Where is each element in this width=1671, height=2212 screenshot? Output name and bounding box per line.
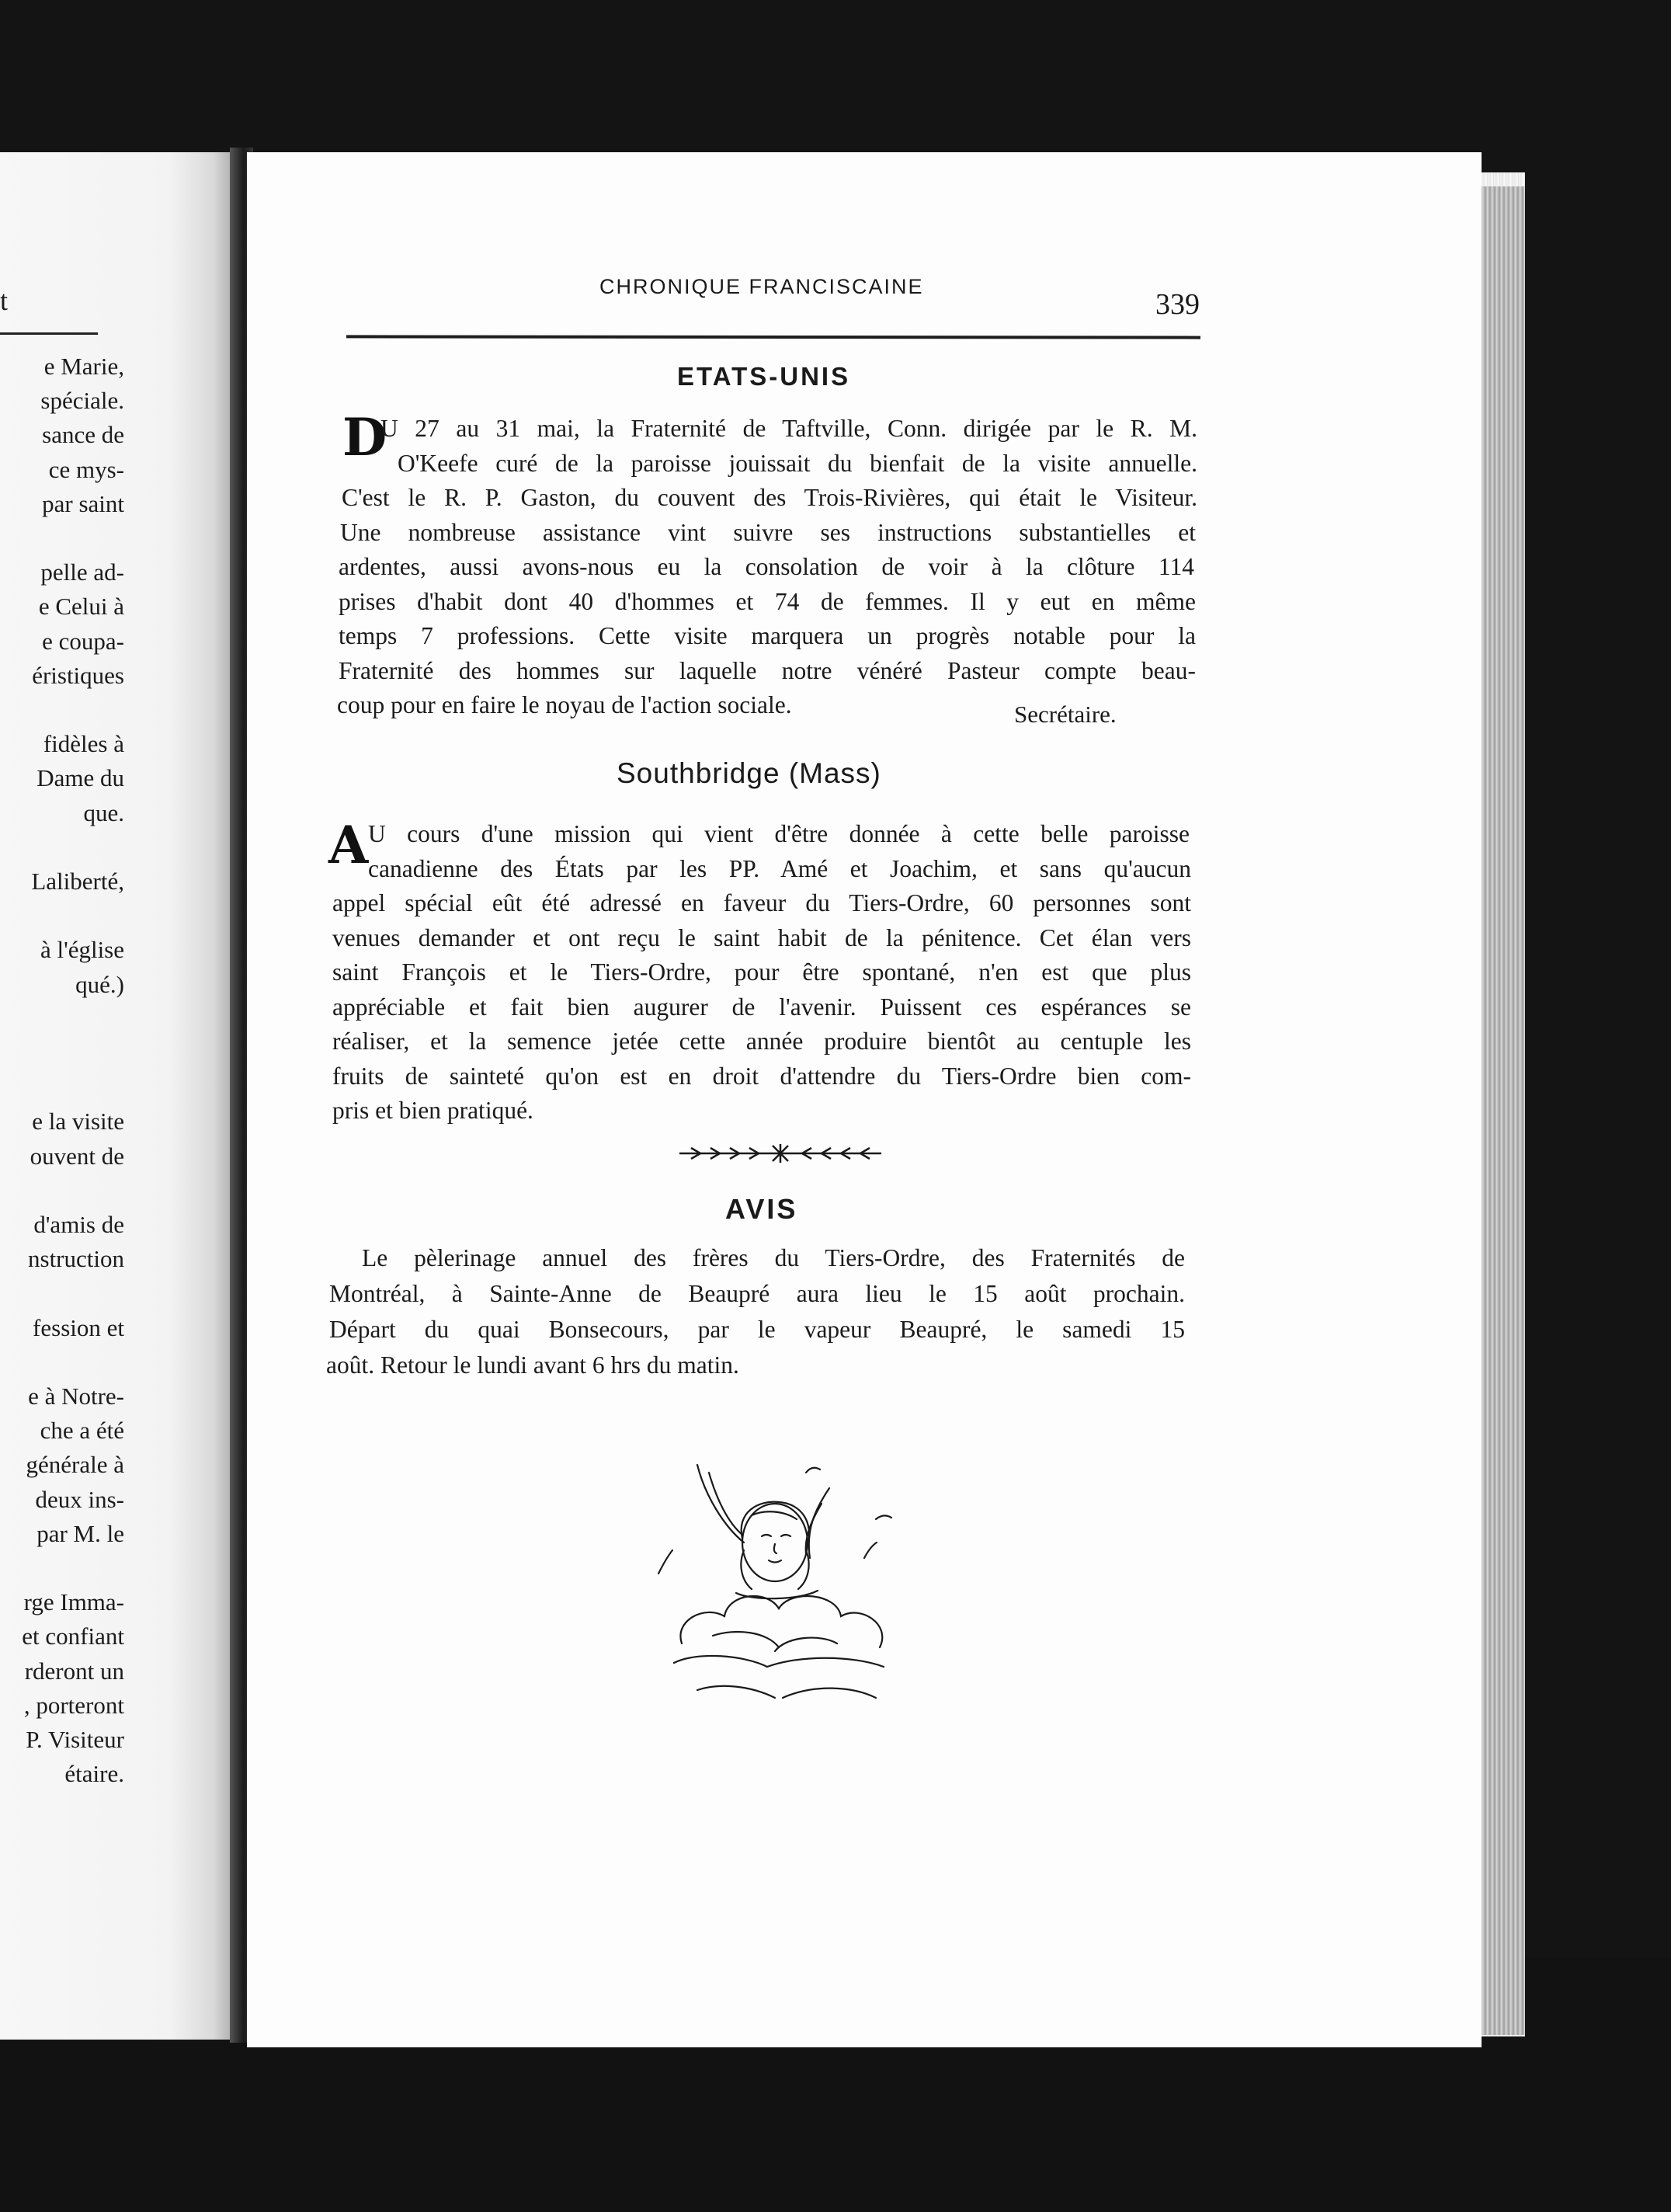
left-page-text-line: rge Imma- — [23, 1588, 124, 1616]
left-page-text-line: deux ins- — [35, 1485, 124, 1513]
left-page-text-line: nstruction — [28, 1245, 124, 1273]
text-line: Fraternité des hommes sur laquelle notre vénéré Pasteur compte beau- — [339, 656, 1196, 684]
text-line: appel spécial eût été adressé en faveur du Tiers-Ordre, 60 personnes sont — [332, 889, 1191, 916]
left-page-text-line: et confiant — [22, 1622, 124, 1650]
left-page-text-line: étaire. — [64, 1760, 124, 1788]
section-title-avis: AVIS — [725, 1193, 798, 1225]
text-line: ardentes, aussi avons-nous eu la consolation de voir à la clôture 114 — [339, 553, 1194, 580]
text-line: saint François et le Tiers-Ordre, pour être spontané, n'en est que plus — [332, 958, 1191, 986]
text-line: Le pèlerinage annuel des frères du Tiers-Ordre, des Fraternités de — [362, 1244, 1185, 1271]
text-line: prises d'habit dont 40 d'hommes et 74 de femmes. Il y eut en même — [339, 587, 1196, 615]
text-line: août. Retour le lundi avant 6 hrs du matin. — [326, 1351, 739, 1379]
left-page-text-line: par saint — [42, 489, 124, 517]
left-page-text-line: che a été — [40, 1417, 124, 1445]
text-line: coup pour en faire le noyau de l'action sociale. — [337, 691, 792, 718]
section-title-southbridge: Southbridge (Mass) — [617, 757, 881, 789]
text-line: Départ du quai Bonsecours, par le vapeur Beaupré, le samedi 15 — [329, 1316, 1185, 1343]
left-page-text-line: pelle ad- — [40, 558, 124, 586]
fleuron-divider-icon — [676, 1142, 885, 1165]
text-line: temps 7 professions. Cette visite marquera un progrès notable pour la — [339, 622, 1196, 649]
signature-secretaire: Secrétaire. — [1014, 701, 1117, 728]
text-line: pris et bien pratiqué. — [332, 1097, 533, 1124]
text-line: C'est le R. P. Gaston, du couvent des Trois-Rivières, qui était le Visiteur. — [342, 484, 1197, 511]
section-title-etats-unis: ETATS-UNIS — [677, 362, 851, 391]
left-page-text-line: e à Notre- — [28, 1382, 124, 1410]
left-page-text-line: ce mys- — [48, 455, 124, 483]
left-page-text-line: que. — [83, 798, 124, 826]
left-page-text-line: générale à — [26, 1451, 124, 1479]
text-line: appréciable et fait bien augurer de l'avenir. Puissent ces espérances se — [332, 993, 1191, 1021]
header-rule — [346, 335, 1200, 339]
drop-cap-d: D — [342, 407, 387, 468]
text-line: Une nombreuse assistance vint suivre ses instructions substantielles et — [340, 518, 1196, 546]
text-line: canadienne des États par les PP. Amé et Joachim, et sans qu'aucun — [368, 854, 1191, 882]
left-page-text-line: éristiques — [32, 661, 124, 689]
text-line: Montréal, à Sainte-Anne de Beaupré aura lieu le 15 août prochain. — [329, 1280, 1185, 1307]
text-line: U cours d'une mission qui vient d'être donnée à cette belle paroisse — [368, 820, 1190, 847]
left-page-text-line: qué.) — [75, 970, 124, 998]
left-page-text-line: e Celui à — [38, 593, 124, 621]
left-page-text-line: , porteront — [23, 1691, 124, 1719]
left-page-text-line: e la visite — [32, 1108, 124, 1136]
text-line: réaliser, et la semence jetée cette année produire bientôt au centuple les — [332, 1028, 1191, 1055]
left-page-text-line: sance de — [42, 421, 124, 449]
left-page-text-line: fession et — [33, 1313, 124, 1341]
left-page-text-line: à l'église — [40, 936, 124, 964]
text-line: U 27 au 31 mai, la Fraternité de Taftville, Conn. dirigée par le R. M. — [380, 415, 1197, 442]
left-page-text-line: e coupa- — [42, 627, 124, 655]
text-line: fruits de sainteté qu'on est en droit d'attendre du Tiers-Ordre bien com- — [332, 1062, 1191, 1090]
left-page-text-line: Dame du — [36, 764, 124, 792]
left-page-text-line: par M. le — [36, 1519, 124, 1547]
running-title: CHRONIQUE FRANCISCAINE — [599, 275, 924, 298]
left-page-text-line: e Marie, — [43, 353, 124, 380]
text-line: O'Keefe curé de la paroisse jouissait du bienfait de la visite annuelle. — [398, 449, 1197, 477]
left-page-text-line: d'amis de — [33, 1211, 124, 1238]
left-page-text-line: fidèles à — [43, 730, 124, 758]
angel-vignette-icon — [651, 1457, 907, 1752]
left-page-text-line: spéciale. — [40, 387, 124, 415]
drop-cap-a: A — [328, 815, 369, 875]
left-page-text-line: rderont un — [24, 1657, 124, 1685]
left-page-text-line: P. Visiteur — [26, 1726, 124, 1753]
page-number: 339 — [1155, 288, 1200, 321]
left-page-text-line: Laliberté, — [31, 868, 124, 895]
left-page-header-fragment: t — [0, 285, 9, 316]
left-page-text-line: ouvent de — [30, 1142, 124, 1170]
text-line: venues demander et ont reçu le saint habit de la pénitence. Cet élan vers — [332, 923, 1191, 951]
